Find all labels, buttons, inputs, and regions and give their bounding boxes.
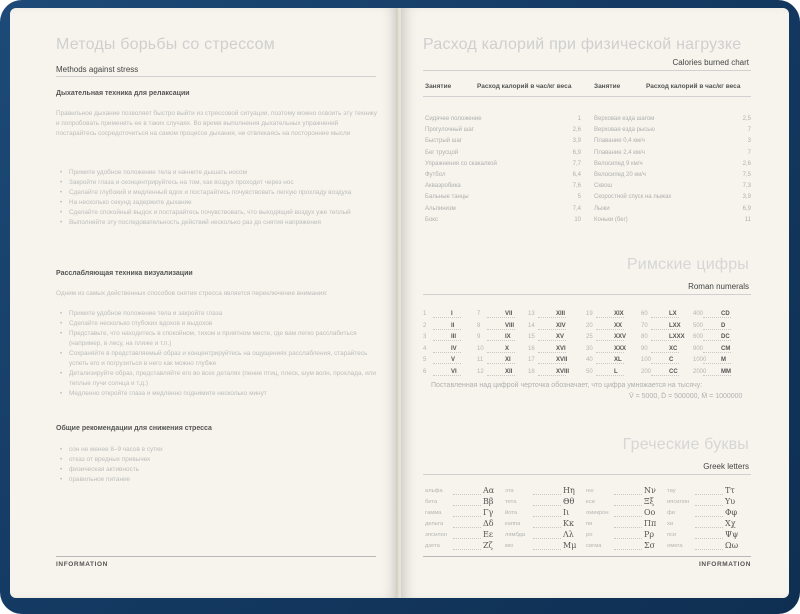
arabic-number: 3 — [423, 334, 427, 340]
visualization-steps — [60, 309, 378, 399]
greek-letter: Ηη — [563, 486, 575, 495]
table-row — [594, 194, 751, 200]
activity-name: Лыжи — [594, 205, 610, 212]
list-item: • сон не менее 8–9 часов в сутки — [60, 445, 378, 455]
arabic-number: 9 — [477, 334, 481, 340]
kcal-value: 6,4 — [572, 172, 581, 178]
roman-numeral: XVII — [556, 357, 568, 363]
leader-dots — [614, 499, 642, 506]
kcal-value: 1 — [577, 116, 581, 122]
roman-numeral: XXX — [614, 345, 627, 352]
divider — [423, 96, 751, 97]
arabic-number: 1000 — [693, 357, 707, 363]
leader-dots — [596, 369, 624, 376]
kcal-value: 11 — [744, 216, 751, 223]
greek-letter-name: альфа — [425, 488, 443, 494]
list-item: • Примите удобное положение тела и закройте глаза — [60, 309, 378, 319]
arabic-number: 15 — [528, 334, 535, 340]
greek-letter-name: кси — [586, 499, 595, 505]
stress-subtitle: Methods against stress — [56, 65, 139, 74]
list-item: • Медленно откройте глаза и медленно поднимите несколько минут — [60, 389, 378, 399]
arabic-number: 20 — [586, 322, 593, 329]
list-item: • Сделайте несколько глубоких вдохов и выдохов — [60, 319, 378, 329]
roman-numeral: III — [451, 334, 457, 340]
arabic-number: 19 — [586, 311, 593, 317]
table-row — [594, 217, 751, 223]
greek-letter: Σσ — [644, 541, 656, 550]
kcal-value: 2,6 — [572, 127, 581, 134]
greek-letter: Υυ — [725, 497, 736, 506]
table-row — [594, 161, 751, 167]
roman-note-values: V̄ = 5000, D̄ = 500000, M̄ = 1000000 — [629, 393, 743, 400]
activity-name: Прогулочный шаг — [425, 127, 474, 134]
roman-numeral: I — [451, 311, 453, 317]
activity-name: Велосипед 9 км/ч — [594, 160, 643, 167]
leader-dots — [533, 510, 561, 517]
leader-dots — [453, 532, 481, 539]
breathing-heading: Дыхательная техника для релаксации — [56, 90, 190, 97]
col-kcal-left: Расход калорий в час/кг веса — [477, 83, 572, 90]
activity-name: Альпинизм — [425, 205, 456, 212]
arabic-number: 900 — [693, 345, 704, 352]
greek-letter-name: фи — [667, 510, 676, 516]
arabic-number: 600 — [693, 334, 704, 340]
greek-letter: Ιι — [563, 508, 570, 517]
arabic-number: 10 — [477, 345, 484, 352]
leader-dots — [533, 543, 561, 550]
greek-letter: Δδ — [483, 519, 494, 528]
divider — [423, 474, 751, 475]
leader-dots — [695, 532, 723, 539]
arabic-number: 7 — [477, 311, 481, 317]
leader-dots — [703, 323, 731, 330]
greek-letter-name: ро — [586, 532, 593, 538]
table-row — [425, 194, 581, 200]
list-item: • На несколько секунд задержите дыхание — [60, 198, 378, 208]
greek-letter-name: ню — [586, 488, 594, 494]
greek-letter-name: лямбда — [505, 532, 526, 538]
left-page — [10, 8, 398, 598]
kcal-value: 7,6 — [572, 183, 581, 190]
arabic-number: 17 — [528, 357, 535, 363]
activity-name: Быстрый шаг — [425, 138, 463, 145]
kcal-value: 3 — [747, 138, 751, 145]
kcal-value: 5 — [577, 194, 581, 201]
arabic-number: 70 — [641, 322, 648, 329]
arabic-number: 1 — [423, 311, 427, 317]
leader-dots — [433, 357, 461, 364]
arabic-number: 90 — [641, 345, 648, 352]
greek-letter: Κκ — [563, 519, 574, 528]
roman-numeral: CC — [669, 368, 678, 375]
leader-dots — [594, 183, 737, 190]
leader-dots — [487, 334, 515, 341]
leader-dots — [614, 543, 642, 550]
breathing-paragraph: Правильное дыхание позволяет быстро выйти из стрессовой ситуации, поэтому можно освоить эту технику и попробовать применять ее в таких случаях. Во время выполнения дыхательных упражнений постарайтесь сосредоточиться на самом процессе дыхания, не отвлекаясь на посторонние мысли — [56, 110, 377, 137]
kcal-value: 2,6 — [742, 160, 751, 167]
leader-dots — [425, 217, 567, 224]
roman-numeral: XX — [614, 322, 623, 329]
arabic-number: 80 — [641, 334, 648, 340]
greek-letter: Ζζ — [483, 541, 493, 550]
leader-dots — [533, 499, 561, 506]
leader-dots — [695, 543, 723, 550]
greek-letter: Αα — [483, 486, 495, 495]
greek-letter-name: пи — [586, 521, 593, 527]
leader-dots — [425, 172, 567, 179]
leader-dots — [651, 357, 679, 364]
arabic-number: 6 — [423, 368, 427, 375]
greek-letter: Γγ — [483, 508, 494, 517]
activity-name: Верховая езда рысью — [594, 127, 655, 134]
kcal-value: 2,5 — [742, 116, 751, 122]
activity-name: Бег трусцой — [425, 149, 459, 156]
activity-name: Сидячее положение — [425, 116, 482, 122]
leader-dots — [453, 521, 481, 528]
greek-letter-name: мю — [505, 543, 514, 549]
recommendations-heading: Общие рекомендации для снижения стресса — [56, 425, 212, 432]
kcal-value: 7 — [747, 127, 751, 134]
roman-numeral: L — [614, 368, 618, 375]
roman-numeral: LXX — [669, 322, 681, 329]
roman-numeral: XI — [505, 357, 511, 363]
greek-letter-name: омикрон — [586, 510, 609, 516]
greek-letter: Εε — [483, 530, 493, 539]
roman-numeral: XVIII — [556, 368, 570, 375]
arabic-number: 13 — [528, 311, 535, 317]
roman-numeral: D — [721, 322, 726, 329]
activity-name: Сквош — [594, 183, 613, 190]
table-row — [594, 183, 751, 189]
roman-numeral: LX — [669, 311, 677, 317]
kcal-value: 10 — [574, 216, 581, 223]
greek-letter-name: дельта — [425, 521, 444, 527]
leader-dots — [433, 346, 461, 353]
left-footer-label: INFORMATION — [56, 561, 108, 568]
leader-dots — [453, 499, 481, 506]
table-row — [594, 116, 751, 122]
greek-letter-name: гамма — [425, 510, 442, 516]
greek-letter: Λλ — [563, 530, 574, 539]
table-row — [594, 206, 751, 212]
divider — [56, 76, 376, 77]
arabic-number: 200 — [641, 368, 652, 375]
kcal-value: 7 — [747, 149, 751, 156]
roman-title: Римские цифры — [626, 256, 749, 273]
kcal-value: 3,9 — [572, 138, 581, 145]
arabic-number: 14 — [528, 322, 535, 329]
right-page — [401, 8, 789, 598]
greek-letter: Ξξ — [644, 497, 655, 506]
greek-title: Греческие буквы — [622, 436, 749, 453]
arabic-number: 5 — [423, 357, 427, 363]
roman-numeral: CM — [721, 345, 731, 352]
leader-dots — [433, 323, 461, 330]
greek-letter-name: ипсилон — [667, 499, 690, 505]
roman-numeral: M — [721, 357, 726, 363]
leader-dots — [695, 510, 723, 517]
leader-dots — [453, 543, 481, 550]
table-row — [425, 138, 581, 144]
greek-letter-name: эта — [505, 488, 514, 494]
activity-name: Акваэробика — [425, 183, 461, 190]
list-item: • Примите удобное положение тела и начните дышать носом — [60, 168, 378, 178]
leader-dots — [695, 521, 723, 528]
calories-subtitle: Calories burned chart — [672, 58, 749, 67]
leader-dots — [695, 488, 723, 495]
roman-numeral: C — [669, 357, 674, 363]
list-item: • Представьте, что находитесь в спокойном, тихом и приятном месте, где вам легко расслабиться (например, в лесу, на пляже и т.п.) — [60, 329, 378, 349]
roman-numeral: XXV — [614, 334, 627, 340]
roman-numeral: VI — [451, 368, 457, 375]
greek-letter: Ττ — [725, 486, 735, 495]
visualization-paragraph: Одним из самых действенных способов снятия стресса является переключение внимания: — [56, 290, 328, 297]
table-row — [594, 150, 751, 156]
leader-dots — [433, 311, 461, 318]
arabic-number: 100 — [641, 357, 652, 363]
activity-name: Упражнения со скакалкой — [425, 160, 497, 167]
roman-numeral: MM — [721, 368, 731, 375]
arabic-number: 2 — [423, 322, 427, 329]
table-row — [425, 172, 581, 178]
greek-letter-name: сигма — [586, 543, 602, 549]
arabic-number: 25 — [586, 334, 593, 340]
arabic-number: 2000 — [693, 368, 707, 375]
roman-numeral: XII — [505, 368, 513, 375]
kcal-value: 7,7 — [572, 160, 581, 167]
table-row — [594, 138, 751, 144]
kcal-value: 7,3 — [742, 183, 751, 190]
calories-title: Расход калорий при физической нагрузке — [423, 36, 742, 53]
greek-letter-name: тау — [667, 488, 676, 494]
greek-letter-name: пси — [667, 532, 677, 538]
roman-numeral: LXXX — [669, 334, 685, 340]
breathing-steps — [60, 168, 378, 228]
arabic-number: 50 — [586, 368, 593, 375]
greek-letter-name: бета — [425, 499, 438, 505]
roman-numeral: VIII — [505, 322, 515, 329]
table-row — [425, 116, 581, 122]
visualization-heading: Расслабляющая техника визуализации — [56, 270, 193, 277]
roman-numeral: XIV — [556, 322, 566, 329]
leader-dots — [594, 206, 737, 213]
roman-numeral: XIX — [614, 311, 624, 317]
stress-title: Методы борьбы со стрессом — [56, 36, 275, 53]
leader-dots — [614, 521, 642, 528]
leader-dots — [433, 334, 461, 341]
roman-note: Поставленная над цифрой черточка обозначает, что цифра умножается на тысячу: — [431, 382, 703, 389]
arabic-number: 16 — [528, 345, 535, 352]
activity-name: Бокс — [425, 216, 438, 223]
activity-name: Плавание 2,4 км/ч — [594, 149, 645, 156]
list-item: • правильное питание — [60, 475, 378, 485]
roman-numeral: CD — [721, 311, 730, 317]
leader-dots — [453, 510, 481, 517]
greek-letter: Χχ — [725, 519, 736, 528]
leader-dots — [703, 357, 731, 364]
roman-numeral: IX — [505, 334, 511, 340]
left-footer — [56, 556, 376, 569]
leader-dots — [614, 488, 642, 495]
roman-numeral: DC — [721, 334, 730, 340]
greek-letter-name: омега — [667, 543, 683, 549]
roman-numeral: V — [451, 357, 456, 363]
activity-name: Коньки (бег) — [594, 216, 628, 223]
roman-numeral: IV — [451, 345, 457, 352]
kcal-value: 3,9 — [742, 194, 751, 201]
greek-letter: Ψψ — [725, 530, 739, 539]
arabic-number: 30 — [586, 345, 593, 352]
greek-letter: Ρρ — [644, 530, 655, 539]
greek-letter: Οο — [644, 508, 656, 517]
list-item: • Сделайте глубокий и медленный вдох и постарайтесь почувствовать легкую прохладу воздуха — [60, 188, 378, 198]
roman-numeral: VII — [505, 311, 513, 317]
greek-letter: Φφ — [725, 508, 738, 517]
divider — [423, 294, 751, 295]
leader-dots — [533, 521, 561, 528]
col-activity-left: Занятие — [425, 83, 452, 90]
arabic-number: 400 — [693, 311, 704, 317]
greek-letter-name: каппа — [505, 521, 521, 527]
greek-letter-name: хи — [667, 521, 674, 527]
roman-numeral: XL — [614, 357, 622, 363]
table-row — [425, 183, 581, 189]
table-row — [425, 206, 581, 212]
table-row — [425, 150, 581, 156]
activity-name: Велосипед 20 км/ч — [594, 172, 646, 178]
divider — [423, 70, 751, 71]
roman-numeral: XV — [556, 334, 565, 340]
arabic-number: 500 — [693, 322, 704, 329]
activity-name: Верховая езда шагом — [594, 116, 655, 122]
list-item: • Детализируйте образ, представляйте его во всех деталях (пение птиц, плеск, шум волн, прохлада, или теплые лучи солнца и т.д.) — [60, 369, 378, 389]
table-row — [425, 161, 581, 167]
table-row — [425, 217, 581, 223]
activity-name: Плавание 0,4 км/ч — [594, 138, 645, 145]
greek-letter: Ωω — [725, 541, 739, 550]
roman-subtitle: Roman numerals — [688, 282, 749, 291]
kcal-value: 6,9 — [572, 149, 581, 156]
arabic-number: 60 — [641, 311, 648, 317]
roman-numeral: XIII — [556, 311, 566, 317]
arabic-number: 40 — [586, 357, 593, 363]
roman-numeral: XVI — [556, 345, 566, 352]
recommendations-list — [60, 445, 378, 485]
roman-numeral: XC — [669, 345, 678, 352]
leader-dots — [453, 488, 481, 495]
kcal-value: 6,9 — [742, 205, 751, 212]
greek-letter: Ππ — [644, 519, 657, 528]
leader-dots — [695, 499, 723, 506]
open-notebook — [10, 8, 790, 604]
roman-numeral: II — [451, 322, 455, 329]
list-item: • физическая активность — [60, 465, 378, 475]
greek-letter-name: тета — [505, 499, 517, 505]
greek-letter: Νν — [644, 486, 656, 495]
leader-dots — [614, 532, 642, 539]
list-item: • Сохраняйте в представляемый образ и концентрируйтесь на ощущениях расслабления, старайтесь успеть его и погрузиться в него как можно глубже — [60, 349, 378, 369]
kcal-value: 7,4 — [572, 205, 581, 212]
arabic-number: 12 — [477, 368, 484, 375]
greek-letter: Θθ — [563, 497, 575, 506]
list-item: • Закройте глаза и сконцентрируйтесь на том, как воздух проходит через нос — [60, 178, 378, 188]
arabic-number: 11 — [477, 357, 484, 363]
leader-dots — [614, 510, 642, 517]
activity-name: Бальные танцы — [425, 194, 469, 201]
greek-subtitle: Greek letters — [703, 462, 749, 471]
table-row — [594, 172, 751, 178]
greek-letter-name: дзета — [425, 543, 440, 549]
leader-dots — [533, 488, 561, 495]
roman-numeral: X — [505, 345, 510, 352]
table-row — [594, 127, 751, 133]
right-footer-label: INFORMATION — [699, 561, 751, 568]
leader-dots — [533, 532, 561, 539]
greek-letter: Ββ — [483, 497, 494, 506]
arabic-number: 18 — [528, 368, 535, 375]
greek-letter: Μμ — [563, 541, 577, 550]
activity-name: Скоростной спуск на лыжах — [594, 194, 672, 201]
col-kcal-right: Расход калорий в час/кг веса — [646, 83, 741, 90]
list-item: • Выполняйте эту последовательность действий несколько раз до снятия напряжения — [60, 218, 378, 228]
greek-letter-name: йота — [505, 510, 518, 516]
leader-dots — [487, 346, 515, 353]
arabic-number: 8 — [477, 322, 481, 329]
table-row — [425, 127, 581, 133]
col-activity-right: Занятие — [594, 83, 621, 90]
right-footer — [423, 556, 751, 569]
arabic-number: 4 — [423, 345, 427, 352]
greek-letter-name: эпсилон — [425, 532, 448, 538]
list-item: • Сделайте спокойный выдох и постарайтесь почувствовать, что выходящий воздух уже теплый — [60, 208, 378, 218]
list-item: • отказ от вредных привычек — [60, 455, 378, 465]
activity-name: Футбол — [425, 172, 446, 178]
kcal-value: 7,5 — [742, 172, 751, 178]
